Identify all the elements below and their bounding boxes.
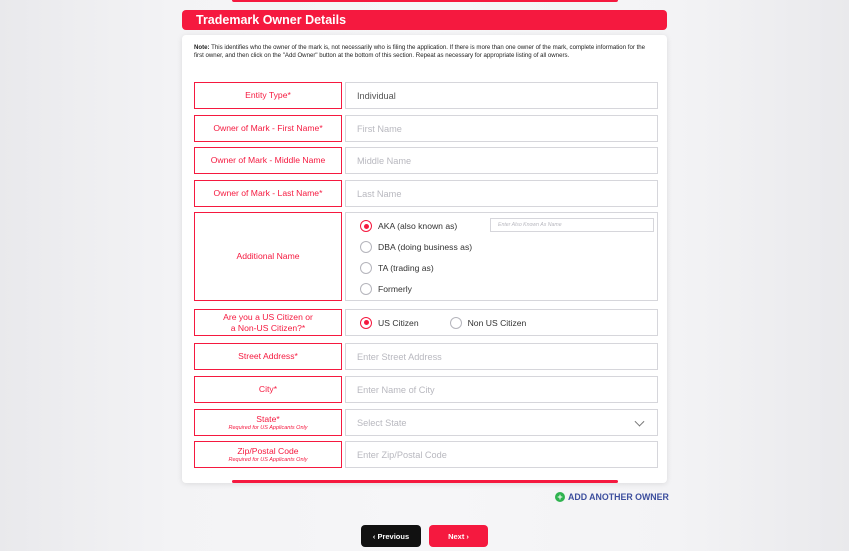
row-additional-name bbox=[194, 212, 658, 301]
section-header: Trademark Owner Details bbox=[182, 10, 667, 30]
option-us-citizen[interactable] bbox=[360, 317, 419, 329]
option-dba[interactable] bbox=[360, 241, 472, 253]
option-us-citizen-label: US Citizen bbox=[378, 317, 419, 328]
last-name-input[interactable] bbox=[345, 180, 658, 207]
row-city bbox=[194, 376, 658, 403]
state-placeholder: Select State bbox=[357, 417, 407, 428]
next-button[interactable]: Next › bbox=[429, 525, 488, 547]
state-label-text: State* bbox=[256, 413, 280, 424]
previous-button[interactable]: ‹ Previous bbox=[361, 525, 421, 547]
state-label bbox=[194, 409, 342, 436]
option-aka-label: AKA (also known as) bbox=[378, 221, 458, 231]
city-label-text: City* bbox=[258, 384, 278, 394]
citizenship-options bbox=[345, 309, 658, 336]
row-citizenship bbox=[194, 309, 658, 336]
state-sublabel: Required for US Applicants Only bbox=[228, 424, 308, 431]
option-ta-label: TA (trading as) bbox=[378, 263, 434, 273]
option-non-us-citizen[interactable] bbox=[450, 317, 527, 329]
state-select[interactable] bbox=[345, 409, 658, 436]
middle-name-input[interactable] bbox=[345, 147, 658, 174]
row-state bbox=[194, 409, 658, 436]
row-last-name bbox=[194, 180, 658, 207]
street-address-label-text: Street Address* bbox=[238, 351, 298, 361]
radio-us-citizen[interactable] bbox=[360, 317, 372, 329]
option-ta[interactable] bbox=[360, 262, 434, 274]
owner-details-card bbox=[182, 35, 667, 483]
middle-name-label bbox=[194, 147, 342, 174]
middle-name-label-text: Owner of Mark - Middle Name bbox=[210, 155, 326, 165]
row-middle-name bbox=[194, 147, 658, 174]
city-input[interactable] bbox=[345, 376, 658, 403]
note-label: Note: bbox=[194, 44, 210, 51]
street-address-placeholder: Enter Street Address bbox=[357, 351, 442, 362]
zip-input[interactable] bbox=[345, 441, 658, 468]
street-address-label bbox=[194, 343, 342, 370]
last-name-placeholder: Last Name bbox=[357, 188, 402, 199]
row-entity-type bbox=[194, 82, 658, 109]
top-accent-line bbox=[232, 0, 618, 2]
last-name-label-text: Owner of Mark - Last Name* bbox=[213, 188, 323, 198]
zip-sublabel: Required for US Applicants Only bbox=[228, 456, 308, 463]
row-zip bbox=[194, 441, 658, 468]
street-address-input[interactable] bbox=[345, 343, 658, 370]
additional-name-label-text: Additional Name bbox=[236, 251, 300, 261]
citizenship-label-line2: a Non-US Citizen?* bbox=[230, 322, 306, 333]
last-name-label bbox=[194, 180, 342, 207]
zip-label bbox=[194, 441, 342, 468]
city-placeholder: Enter Name of City bbox=[357, 384, 435, 395]
option-non-us-citizen-label: Non US Citizen bbox=[467, 317, 527, 328]
entity-type-label bbox=[194, 82, 342, 109]
first-name-placeholder: First Name bbox=[357, 123, 402, 134]
option-formerly-label: Formerly bbox=[378, 284, 412, 294]
entity-type-value: Individual bbox=[357, 90, 396, 101]
radio-formerly[interactable] bbox=[360, 283, 372, 295]
zip-label-text: Zip/Postal Code bbox=[237, 445, 299, 456]
aka-name-input[interactable]: Enter Also Known As Name bbox=[490, 218, 654, 232]
chevron-down-icon bbox=[635, 416, 645, 426]
note-body: This identifies who the owner of the mark is, not necessarily who is filing the application. If there is more than one owner of the mark, complete information for the first owner, and then click on the "Add Owner" button at the bottom of this section. Repeat as necessary for appropriate listing of all owners. bbox=[194, 44, 646, 60]
option-aka[interactable] bbox=[360, 220, 457, 232]
zip-placeholder: Enter Zip/Postal Code bbox=[357, 449, 447, 460]
row-street-address bbox=[194, 343, 658, 370]
note-text bbox=[194, 44, 656, 61]
entity-type-label-text: Entity Type* bbox=[245, 90, 291, 100]
first-name-label-text: Owner of Mark - First Name* bbox=[213, 123, 323, 133]
first-name-input[interactable] bbox=[345, 115, 658, 142]
card-bottom-accent bbox=[232, 480, 618, 483]
additional-name-options bbox=[345, 212, 658, 301]
radio-non-us-citizen[interactable] bbox=[450, 317, 462, 329]
option-dba-label: DBA (doing business as) bbox=[378, 242, 473, 252]
citizenship-label-line1: Are you a US Citizen or bbox=[223, 311, 313, 322]
row-first-name bbox=[194, 115, 658, 142]
plus-circle-icon: + bbox=[555, 492, 565, 502]
option-formerly[interactable] bbox=[360, 283, 412, 295]
entity-type-field[interactable] bbox=[345, 82, 658, 109]
additional-name-label bbox=[194, 212, 342, 301]
radio-aka[interactable] bbox=[360, 220, 372, 232]
add-another-owner-link[interactable] bbox=[555, 492, 669, 502]
radio-ta[interactable] bbox=[360, 262, 372, 274]
citizenship-label bbox=[194, 309, 342, 336]
first-name-label bbox=[194, 115, 342, 142]
add-another-owner-label: ADD ANOTHER OWNER bbox=[568, 492, 669, 502]
radio-dba[interactable] bbox=[360, 241, 372, 253]
city-label bbox=[194, 376, 342, 403]
middle-name-placeholder: Middle Name bbox=[357, 155, 412, 166]
